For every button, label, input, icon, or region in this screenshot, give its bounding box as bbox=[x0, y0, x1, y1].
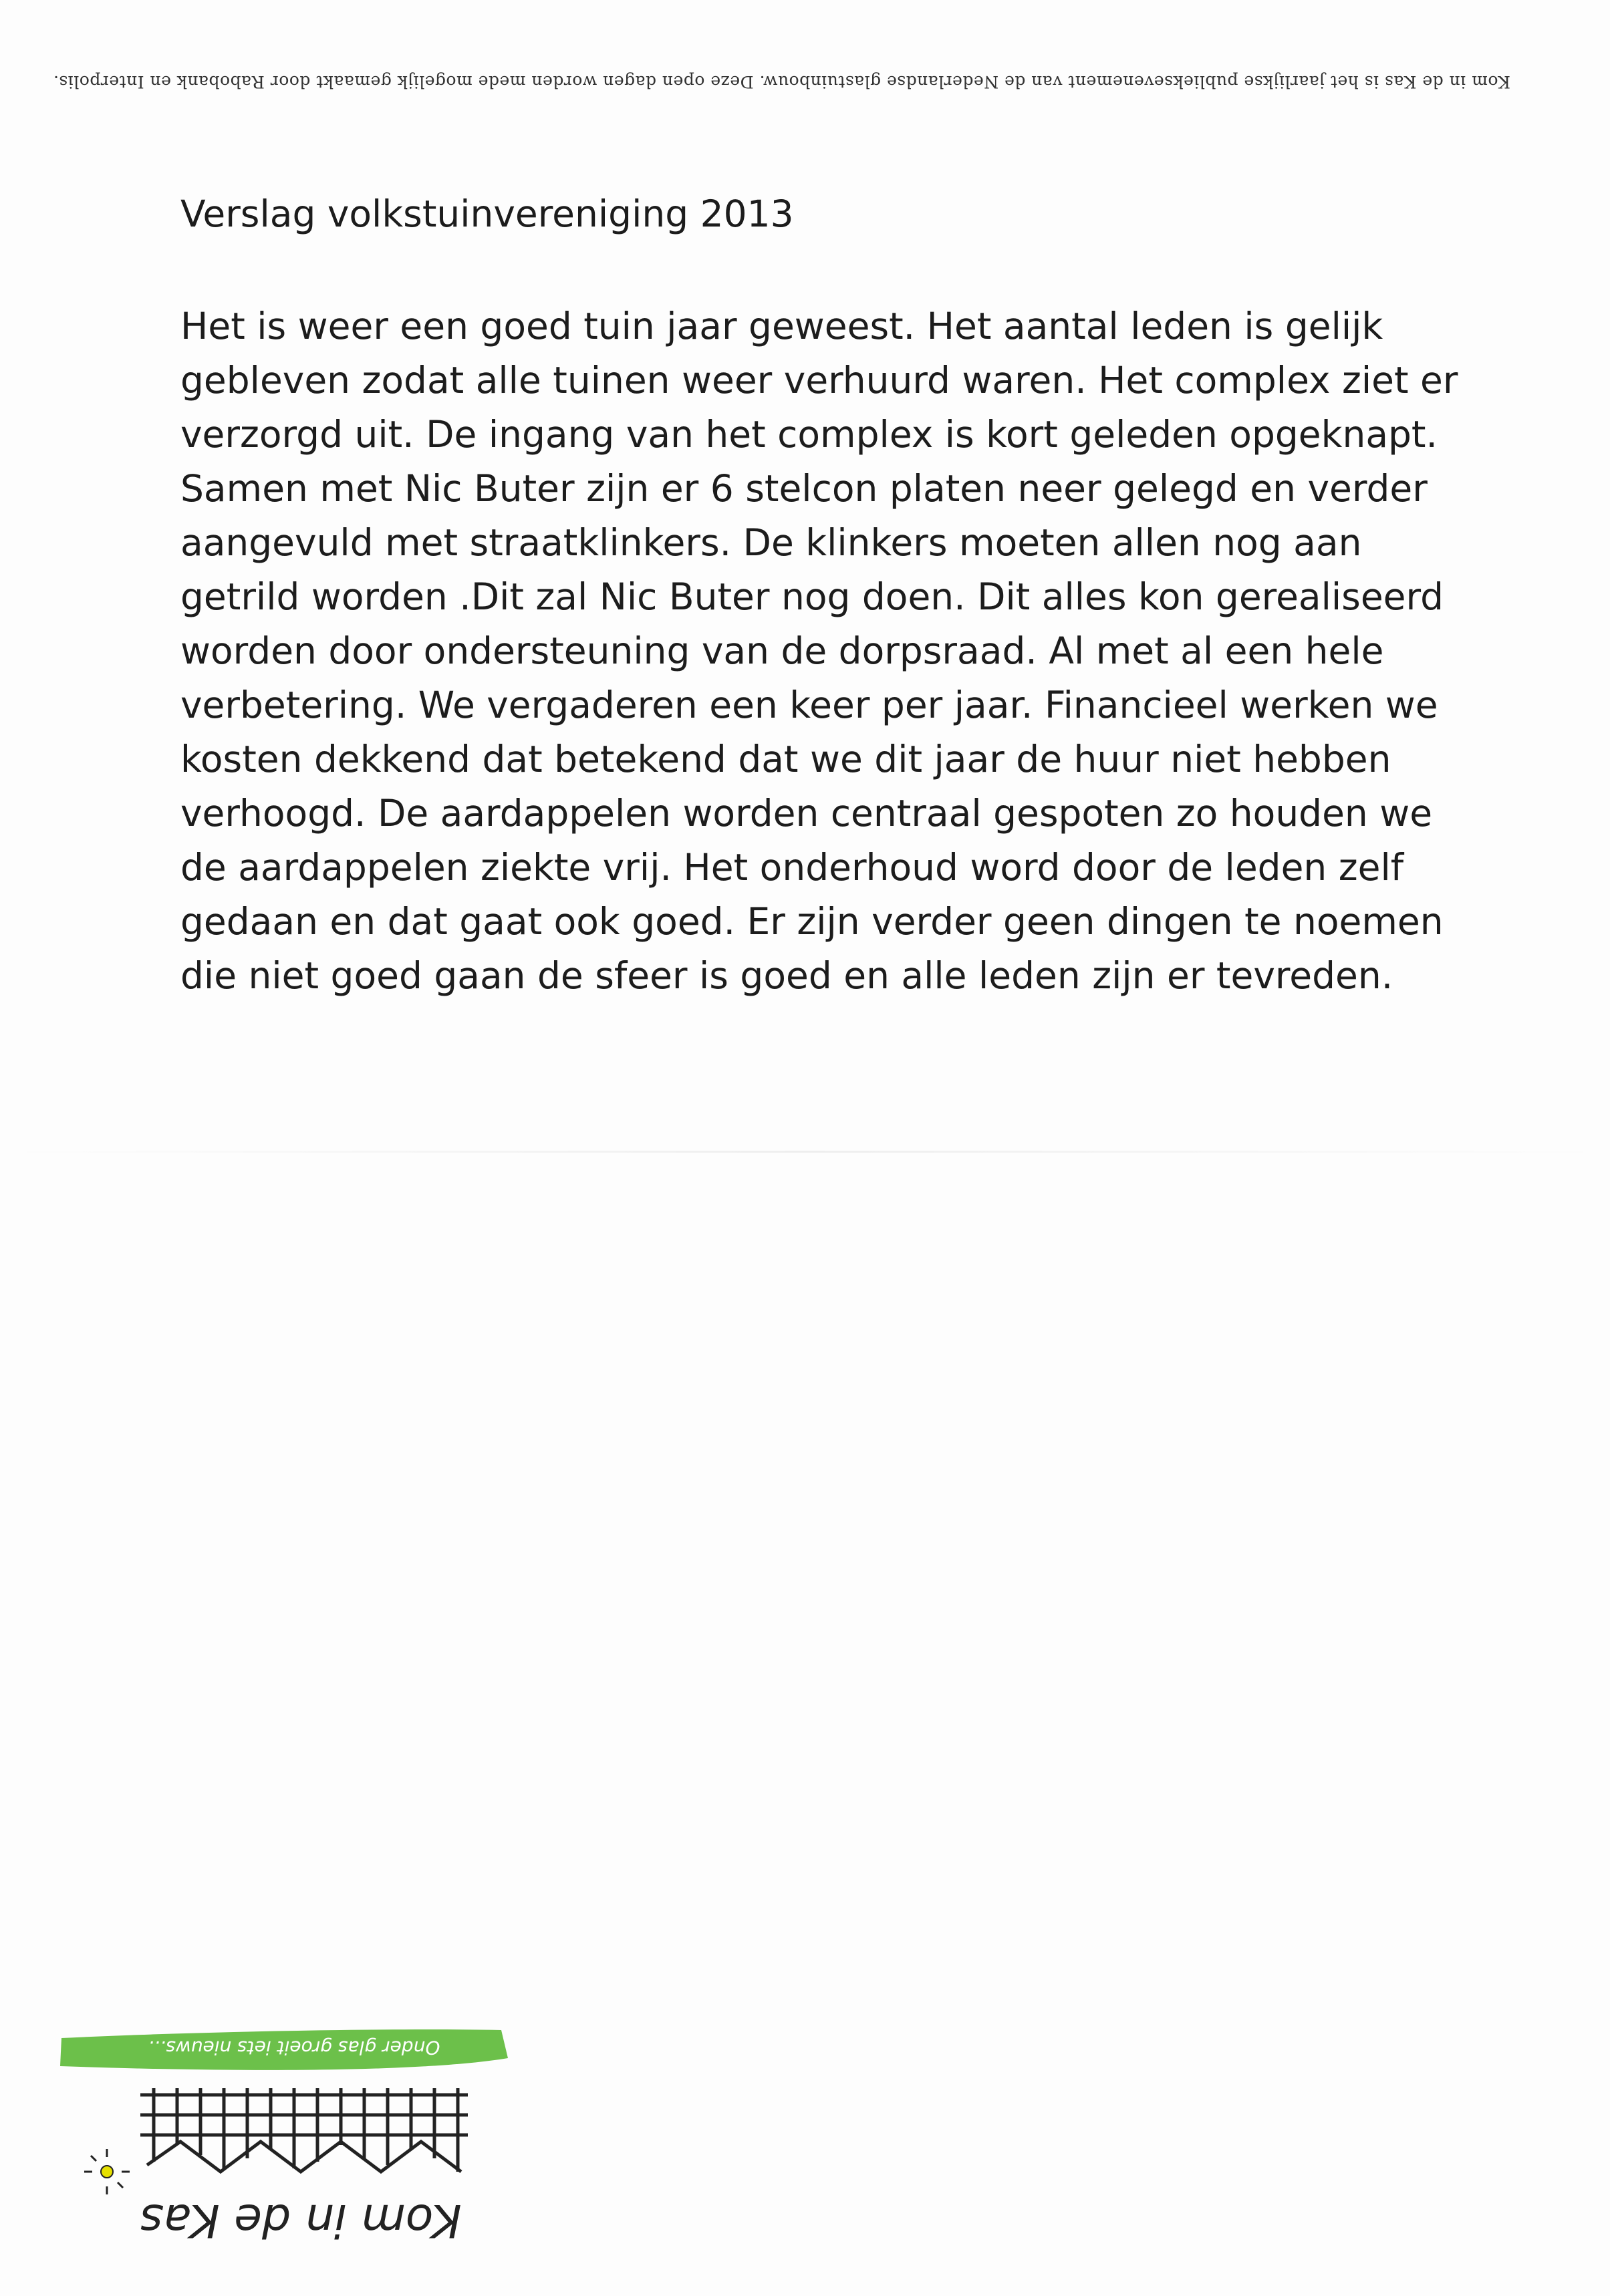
body-line: getrild worden .Dit zal Nic Buter nog doen. Dit alles kon gerealiseerd bbox=[180, 575, 1444, 618]
body-line: verzorgd uit. De ingang van het complex is kort geleden opgeknapt. bbox=[180, 413, 1438, 456]
greenhouse-grid-icon bbox=[140, 2088, 468, 2172]
body-line: Het is weer een goed tuin jaar geweest. Het aantal leden is gelijk bbox=[180, 305, 1383, 347]
document-title: Verslag volkstuinvereniging 2013 bbox=[180, 192, 794, 235]
logo-name-text: Kom in de Kas bbox=[140, 2194, 462, 2247]
body-line: verhoogd. De aardappelen worden centraal gespoten zo houden we bbox=[180, 792, 1433, 835]
paper-fold-crease bbox=[0, 1151, 1610, 1153]
body-line: kosten dekkend dat betekend dat we dit jaar de huur niet hebben bbox=[180, 738, 1391, 780]
upside-down-header-print: Kom in de Kas is het jaarlijkse publieksevenement van de Nederlandse glastuinbouw. Deze open dagen worden mede mogelijk gemaakt door Rabobank en Interpolis. bbox=[53, 72, 1510, 92]
body-line: gebleven zodat alle tuinen weer verhuurd waren. Het complex ziet er bbox=[180, 359, 1458, 402]
kom-in-de-kas-logo bbox=[53, 2005, 521, 2259]
body-line: worden door ondersteuning van de dorpsraad. Al met al een hele bbox=[180, 629, 1384, 672]
body-line: verbetering. We vergaderen een keer per jaar. Financieel werken we bbox=[180, 684, 1438, 726]
report-body bbox=[180, 299, 1517, 1003]
body-line: Samen met Nic Buter zijn er 6 stelcon platen neer gelegd en verder bbox=[180, 467, 1428, 510]
body-line: de aardappelen ziekte vrij. Het onderhoud word door de leden zelf bbox=[180, 846, 1404, 889]
body-line: gedaan en dat gaat ook goed. Er zijn verder geen dingen te noemen bbox=[180, 900, 1444, 943]
sun-icon bbox=[84, 2149, 130, 2194]
body-line: aangevuld met straatklinkers. De klinkers moeten allen nog aan bbox=[180, 521, 1362, 564]
body-line: die niet goed gaan de sfeer is goed en alle leden zijn er tevreden. bbox=[180, 954, 1393, 997]
logo-tagline-text: Onder glas groeit iets nieuws... bbox=[148, 2037, 440, 2059]
